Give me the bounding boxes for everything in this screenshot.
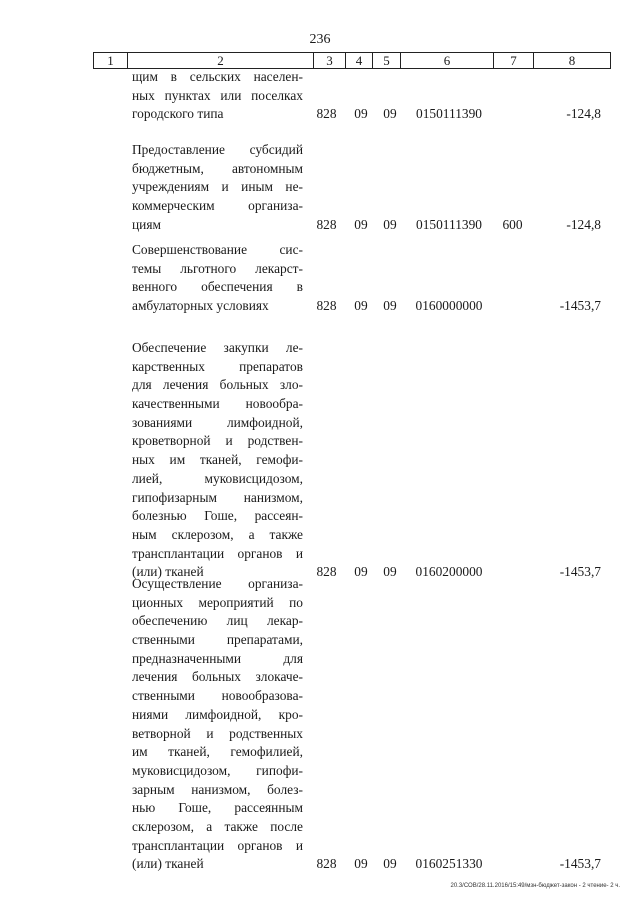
header-col-3: 3: [314, 53, 346, 68]
description-line: для лечения больных зло-: [132, 377, 303, 393]
description-line: болезнью Гоше, рассеян-: [132, 508, 303, 524]
cell-col-4: 09: [354, 106, 368, 122]
row-description: [132, 241, 303, 316]
description-line: зованиями лимфоидной,: [132, 414, 303, 430]
header-col-8: 8: [568, 53, 576, 68]
cell-col-8: -1453,7: [559, 298, 601, 314]
table-row: [0, 68, 640, 124]
cell-col-3: 828: [316, 106, 337, 122]
cell-col-5: 09: [383, 564, 397, 580]
description-line: ционных мероприятий по: [132, 594, 303, 610]
description-line: (или) тканей: [132, 564, 204, 580]
cell-col-5: 09: [383, 216, 397, 232]
cell-col-4: 09: [354, 216, 368, 232]
cell-col-5: 09: [383, 106, 397, 122]
description-line: трансплантации органов и: [132, 837, 303, 853]
cell-col-8: -1453,7: [559, 564, 601, 580]
description-line: коммерческим организа-: [132, 198, 303, 214]
description-line: зарным нанизмом, болез-: [132, 781, 303, 797]
header-col-5: 5: [373, 53, 401, 68]
description-line: трансплантации органов и: [132, 545, 303, 561]
cell-col-4: 09: [354, 564, 368, 580]
description-line: венного обеспечения в: [132, 279, 303, 295]
row-description: [132, 339, 303, 582]
cell-col-5: 09: [383, 298, 397, 314]
description-line: Осуществление организа-: [132, 576, 303, 591]
description-line: ных пунктах или поселках: [132, 87, 303, 103]
description-line: нью Гоше, рассеянным: [132, 800, 303, 816]
cell-col-6: 0150111390: [416, 216, 482, 232]
footer-stamp: 20.3/СОВ/28.11.2016/15:49/мзн-бюджет-закон - 2 чтение- 2 ч.: [450, 883, 620, 889]
description-line: ветворной и родственных: [132, 725, 303, 741]
cell-col-3: 828: [316, 298, 337, 314]
description-line: обеспечению лиц лекар-: [132, 613, 303, 629]
description-line: ственными препаратами,: [132, 632, 303, 648]
description-line: предназначенными для: [132, 650, 303, 666]
cell-col-6: 0160251330: [415, 856, 483, 872]
description-line: им тканей, гемофилией,: [132, 744, 303, 760]
row-description: [132, 575, 303, 874]
cell-col-6: 0150111390: [416, 106, 482, 122]
cell-col-4: 09: [354, 298, 368, 314]
row-description: [132, 141, 303, 234]
cell-col-8: -124,8: [566, 216, 601, 232]
page-number: 236: [309, 32, 331, 47]
header-col-1: 1: [94, 53, 128, 68]
header-col-6: 6: [401, 53, 494, 68]
description-line: учреждениям и иным не-: [132, 179, 303, 195]
description-line: гипофизарным нанизмом,: [132, 489, 303, 505]
description-line: ственными новообразова-: [132, 688, 303, 704]
header-col-2: 2: [128, 53, 314, 68]
cell-col-8: -124,8: [566, 106, 601, 122]
description-line: кроветворной и родствен-: [132, 433, 303, 449]
description-line: бюджетным, автономным: [132, 160, 303, 176]
table-row: [0, 575, 640, 874]
description-line: ниями лимфоидной, кро-: [132, 706, 303, 722]
table-header: [93, 52, 611, 69]
cell-col-7: 600: [502, 216, 523, 232]
description-line: амбулаторных условиях: [132, 298, 269, 314]
description-line: лечения больных злокаче-: [132, 669, 303, 685]
table-row: [0, 141, 640, 235]
description-line: Предоставление субсидий: [132, 142, 303, 157]
row-description: [132, 68, 303, 124]
cell-col-6: 0160000000: [415, 298, 483, 314]
cell-col-6: 0160200000: [415, 564, 483, 580]
table-row: [0, 339, 640, 582]
header-col-4: 4: [346, 53, 373, 68]
description-line: ных им тканей, гемофи-: [132, 452, 303, 468]
description-line: Совершенствование сис-: [132, 242, 303, 257]
description-line: качественными новообра-: [132, 396, 303, 412]
cell-col-3: 828: [316, 564, 337, 580]
description-line: Обеспечение закупки ле-: [132, 340, 303, 355]
description-line: щим в сельских населен-: [132, 69, 303, 84]
description-line: ным склерозом, а также: [132, 526, 303, 542]
description-line: муковисцидозом, гипофи-: [132, 762, 303, 778]
description-line: циям: [132, 216, 161, 232]
description-line: лией, муковисцидозом,: [132, 470, 303, 486]
description-line: (или) тканей: [132, 856, 204, 872]
cell-col-3: 828: [316, 216, 337, 232]
table-row: [0, 241, 640, 316]
description-line: городского типа: [132, 106, 224, 122]
header-col-7: 7: [494, 53, 534, 68]
cell-col-5: 09: [383, 856, 397, 872]
cell-col-4: 09: [354, 856, 368, 872]
description-line: карственных препаратов: [132, 358, 303, 374]
cell-col-8: -1453,7: [559, 856, 601, 872]
cell-col-3: 828: [316, 856, 337, 872]
description-line: склерозом, а также после: [132, 818, 303, 834]
description-line: темы льготного лекарст-: [132, 260, 303, 276]
